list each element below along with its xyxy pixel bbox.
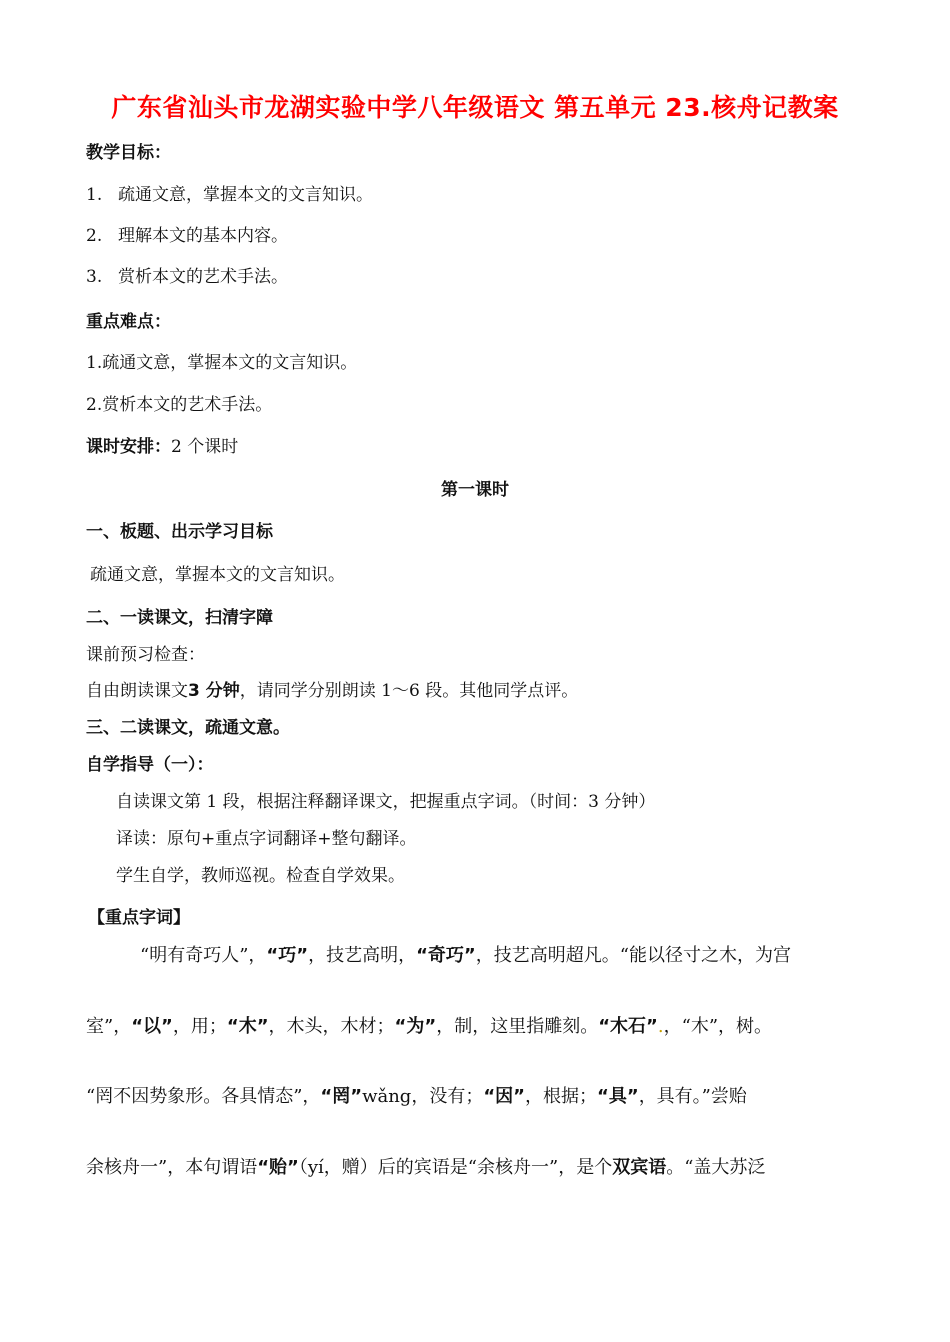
key-points-heading: 重点难点： bbox=[86, 312, 171, 332]
objective-text: 赏析本文的艺术手法。 bbox=[118, 267, 288, 287]
schedule-line bbox=[86, 435, 238, 459]
reading-duration: 3 分钟 bbox=[188, 681, 240, 701]
vocab-text: “明有奇巧人”， bbox=[140, 945, 267, 966]
vocab-term: “具” bbox=[597, 1086, 639, 1107]
document-title: 广东省汕头市龙湖实验中学八年级语文 第五单元 23.核舟记教案 bbox=[111, 93, 839, 122]
vocab-paragraph-line bbox=[86, 1153, 896, 1179]
key-point-item: 1.疏通文意，掌握本文的文言知识。 bbox=[86, 353, 358, 373]
objective-num: 1. bbox=[86, 185, 103, 205]
self-study-line: 译读：原句+重点字词翻译+整句翻译。 bbox=[116, 829, 417, 849]
vocab-text: ，技艺高明超凡。“能以径寸之木，为宫 bbox=[475, 945, 791, 966]
vocab-text: 余核舟一”，本句谓语 bbox=[86, 1157, 258, 1178]
vocab-text: 。“盖大苏泛 bbox=[666, 1157, 766, 1178]
vocab-paragraph-line bbox=[86, 1012, 896, 1038]
vocab-term: “因” bbox=[483, 1086, 526, 1107]
self-study-line: 学生自学，教师巡视。检查自学效果。 bbox=[116, 866, 405, 886]
vocab-text: ，“木”，树。 bbox=[663, 1016, 773, 1037]
preview-check-label: 课前预习检查： bbox=[86, 645, 205, 665]
vocab-text: 室”， bbox=[86, 1016, 132, 1037]
vocab-term: “以” bbox=[131, 1016, 173, 1037]
vocab-text: wǎng，没有； bbox=[362, 1086, 484, 1107]
objective-item bbox=[86, 183, 373, 207]
vocab-text: ，具有。”尝贻 bbox=[638, 1086, 747, 1107]
reading-instruction bbox=[86, 679, 578, 703]
objective-item bbox=[86, 224, 288, 248]
vocab-text: ，木头，木材； bbox=[268, 1016, 395, 1037]
section-3-heading: 三、二读课文，疏通文意。 bbox=[86, 718, 290, 738]
section-1-heading: 一、板题、出示学习目标 bbox=[86, 522, 273, 542]
reading-text: ，请同学分别朗读 1～6 段。其他同学点评。 bbox=[239, 681, 579, 701]
vocab-paragraph-line bbox=[86, 1082, 896, 1108]
vocab-text: （yí，赠）后的宾语是“余核舟一”，是个 bbox=[298, 1157, 613, 1178]
key-point-item: 2.赏析本文的艺术手法。 bbox=[86, 395, 273, 415]
schedule-label: 课时安排： bbox=[86, 437, 171, 457]
vocab-text: “罔不因势象形。各具情态”， bbox=[86, 1086, 321, 1107]
objectives-heading: 教学目标： bbox=[86, 143, 171, 163]
objective-num: 3. bbox=[86, 267, 103, 287]
vocab-heading: 【重点字词】 bbox=[88, 908, 190, 928]
vocab-term: “木石” bbox=[598, 1016, 658, 1037]
section-1-text: 疏通文意，掌握本文的文言知识。 bbox=[90, 565, 345, 585]
vocab-paragraph-line bbox=[140, 941, 950, 967]
vocab-text: ，制，这里指雕刻。 bbox=[436, 1016, 599, 1037]
vocab-term: “贻” bbox=[257, 1157, 299, 1178]
vocab-text: ，根据； bbox=[525, 1086, 598, 1107]
lesson-title: 第一课时 bbox=[441, 480, 509, 500]
vocab-term: “奇巧” bbox=[416, 945, 476, 966]
objective-text: 疏通文意，掌握本文的文言知识。 bbox=[118, 185, 373, 205]
schedule-value: 2 个课时 bbox=[171, 437, 239, 457]
vocab-term: 双宾语 bbox=[612, 1157, 667, 1178]
vocab-mark: . bbox=[657, 1016, 664, 1037]
self-study-heading: 自学指导（一）： bbox=[86, 755, 214, 775]
objective-text: 理解本文的基本内容。 bbox=[118, 226, 288, 246]
objective-num: 2. bbox=[86, 226, 103, 246]
reading-text: 自由朗读课文 bbox=[86, 681, 188, 701]
self-study-line: 自读课文第 1 段，根据注释翻译课文，把握重点字词。（时间：3 分钟） bbox=[116, 792, 656, 812]
vocab-term: “木” bbox=[226, 1016, 269, 1037]
objective-item bbox=[86, 265, 288, 289]
vocab-text: ，用； bbox=[172, 1016, 227, 1037]
vocab-term: “为” bbox=[394, 1016, 437, 1037]
vocab-term: “巧” bbox=[266, 945, 309, 966]
vocab-term: “罔” bbox=[320, 1086, 363, 1107]
section-2-heading: 二、一读课文，扫清字障 bbox=[86, 608, 273, 628]
vocab-text: ，技艺高明， bbox=[308, 945, 417, 966]
